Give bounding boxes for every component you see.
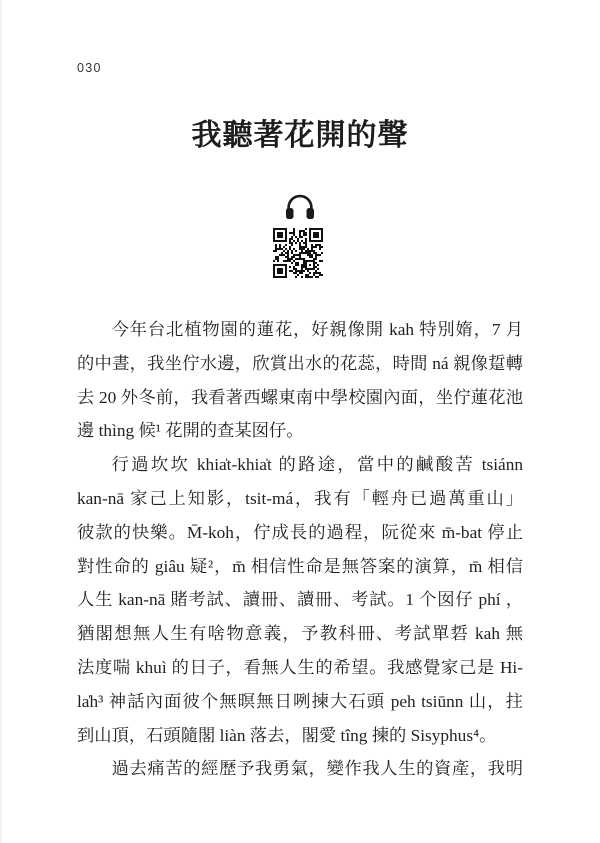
headphones-left-earcup	[286, 208, 294, 219]
text-line: 的中晝，我坐佇水邊，欣賞出水的花蕊，時間 ná 親像踅轉	[77, 353, 523, 373]
text-line: 彼款的快樂。M̄-koh，佇成長的過程，阮從來 m̄-bat 停止	[77, 522, 523, 542]
body-text	[77, 313, 523, 786]
paragraph	[77, 752, 523, 786]
headphones-icon	[284, 192, 316, 220]
text-line: 去 20 外冬前，我看著西螺東南中學校園內面，坐佇蓮花池	[77, 387, 523, 407]
text-line: 人生 kan-nā 賭考試、讀冊、讀冊、考試。1 个囡仔 phí ，	[77, 590, 523, 610]
paragraph	[77, 313, 523, 448]
text-line: 今年台北植物園的蓮花，好親像開 kah 特別媠，7 月	[111, 320, 523, 339]
text-line: 猶閣想無人生有啥物意義，予教科冊、考試單硩 kah 無	[77, 624, 523, 644]
qr-code	[273, 228, 323, 278]
chapter-title: 我聽著花開的聲	[191, 118, 409, 153]
text-line: 過去痛苦的經歷予我勇氣，變作我人生的資產，我明	[111, 759, 523, 779]
text-line: la̍h³ 神話內面彼个無暝無日咧揀大石頭 peh tsiūnn 山，拄	[77, 691, 523, 711]
text-line: 邊 thìng 候¹ 花開的查某囡仔。	[77, 421, 304, 441]
headphones-icon-graphic	[284, 192, 316, 220]
text-line: 到山頂，石頭隨閣 liàn 落去，閣愛 tîng 揀的 Sisyphus⁴。	[77, 725, 497, 745]
headphones-right-earcup	[307, 208, 315, 219]
page-number: 030	[77, 61, 102, 75]
text-line: 對性命的 giâu 疑²，m̄ 相信性命是無答案的演算，m̄ 相信	[77, 556, 523, 576]
qr-code-modules	[273, 228, 323, 278]
paragraph	[77, 448, 523, 752]
text-line: kan-nā 家己上知影，tsit-má，我有「輕舟已過萬重山」	[77, 488, 523, 508]
text-line: 行過坎坎 khia̍t-khia̍t 的路途，當中的鹹酸苦 tsiánn	[111, 455, 523, 475]
text-line: 法度喘 khuì 的日子，看無人生的希望。我感覺家己是 Hi-	[77, 657, 523, 677]
qr-code-graphic	[273, 228, 323, 278]
